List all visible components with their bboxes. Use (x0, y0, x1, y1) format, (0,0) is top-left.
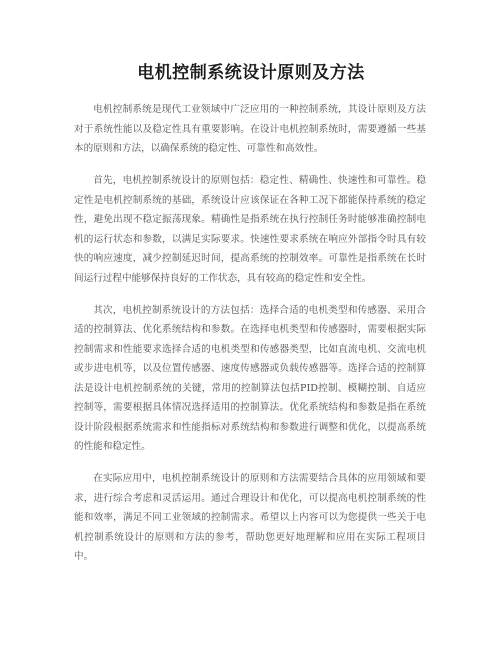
document-title: 电机控制系统设计原则及方法 (137, 63, 365, 83)
document-body (74, 100, 426, 579)
paragraph-principles: 首先，电机控制系统设计的原则包括：稳定性、精确性、快速性和可靠性。稳定性是电机控制系统的基础，系统设计应该保证在各种工况下都能保持系统的稳定性，避免出现不稳定振荡现象。精确性是指系统在执行控制任务时能够准确控制电机的运行状态和参数，以满足实际要求。快速性要求系统在响应外部指令时具有较快的响应速度，减少控制延迟时间，提高系统的控制效率。可靠性是指系统在长时间运行过程中能够保持良好的工作状态，具有较高的稳定性和安全性。 (74, 175, 426, 284)
paragraph-intro: 电机控制系统是现代工业领域中广泛应用的一种控制系统，其设计原则及方法对于系统性能以及稳定性具有重要影响。在设计电机控制系统时，需要遵循一些基本的原则和方法，以确保系统的稳定性、可靠性和高效性。 (74, 104, 426, 154)
paragraph-conclusion: 在实际应用中，电机控制系统设计的原则和方法需要结合具体的应用领域和要求，进行综合考虑和灵活运用。通过合理设计和优化，可以提高电机控制系统的性能和效率，满足不同工业领域的控制需求。希望以上内容可以为您提供一些关于电机控制系统设计的原则和方法的参考，帮助您更好地理解和应用在实际工程项目中。 (74, 473, 426, 562)
paragraph-methods: 其次，电机控制系统设计的方法包括：选择合适的电机类型和传感器、采用合适的控制算法、优化系统结构和参数。在选择电机类型和传感器时，需要根据实际控制需求和性能要求选择合适的电机类型和传感器类型，比如直流电机、交流电机或步进电机等，以及位置传感器、速度传感器或负载传感器等。选择合适的控制算法是设计电机控制系统的关键，常用的控制算法包括PID控制、模糊控制、自适应控制等，需要根据具体情况选择适用的控制算法。优化系统结构和参数是指在系统设计阶段根据系统需求和性能指标对系统结构和参数进行调整和优化，以提高系统的性能和稳定性。 (74, 304, 426, 452)
